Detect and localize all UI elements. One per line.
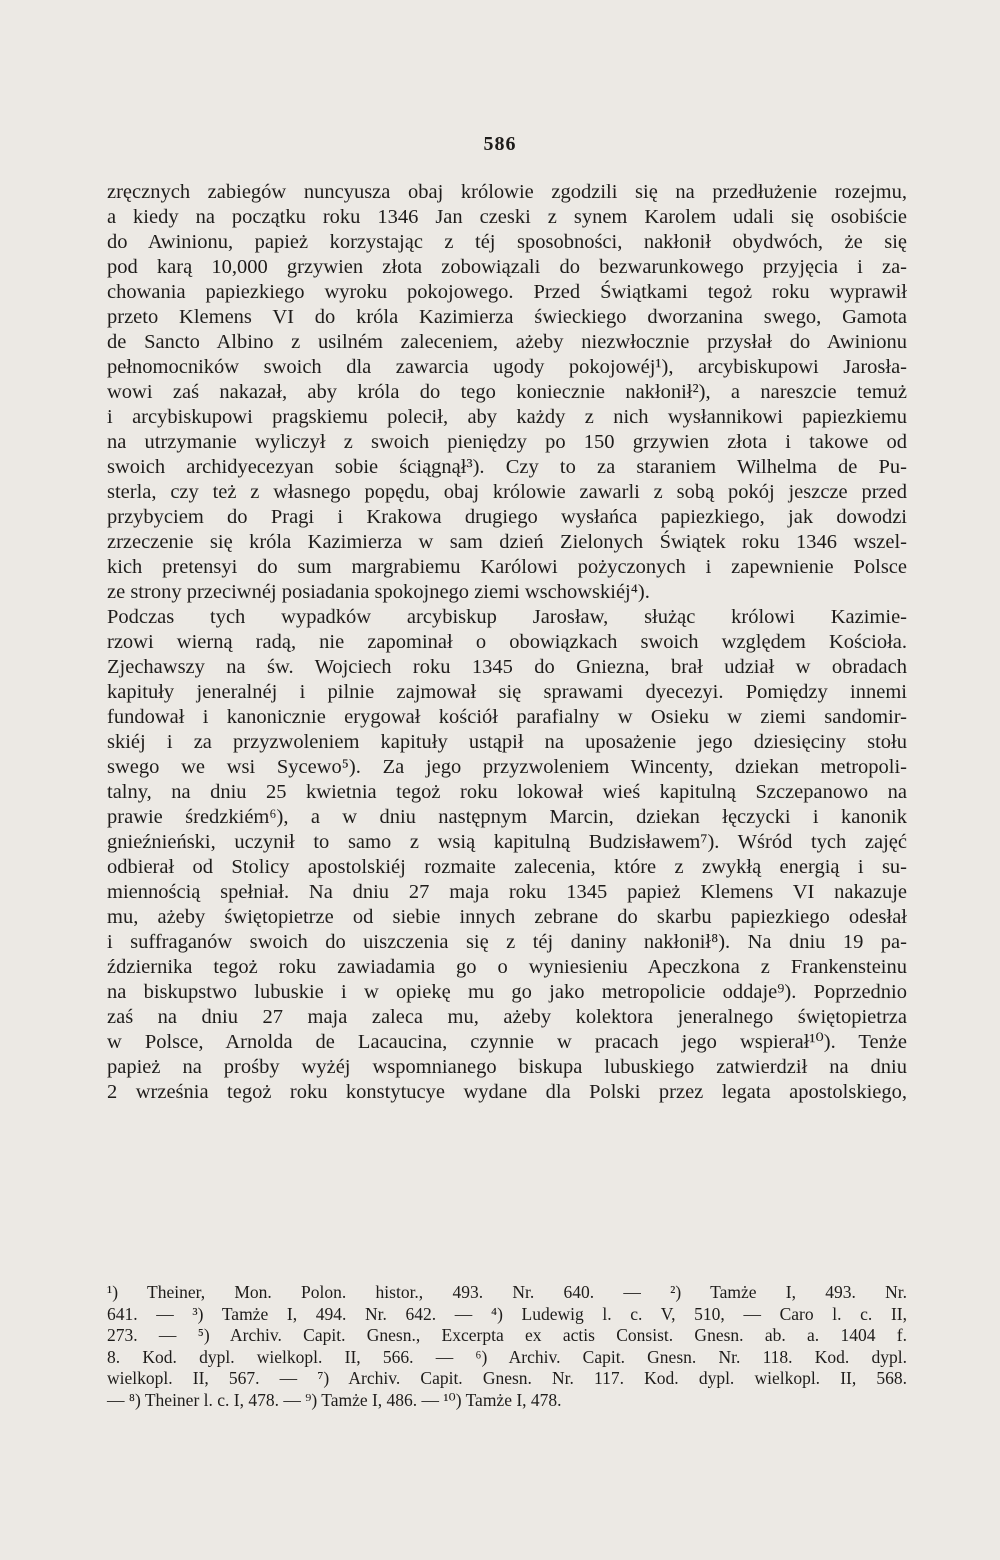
text-line: na biskupstwo lubuskie i w opiekę mu go jako metropolicie oddaje⁹). Poprzednio bbox=[107, 981, 907, 1003]
text-line: zręcznych zabiegów nuncyusza obaj królowie zgodzili się na przedłużenie rozejmu, bbox=[107, 181, 907, 203]
footnote-line: ¹) Theiner, Mon. Polon. histor., 493. Nr. 640. — ²) Tamże I, 493. Nr. bbox=[107, 1282, 907, 1302]
footnote-line: 8. Kod. dypl. wielkopl. II, 566. — ⁶) Archiv. Capit. Gnesn. Nr. 118. Kod. dypl. bbox=[107, 1346, 907, 1367]
text-line: gnieźnieński, uczynił to samo z wsią kapitulną Budzisławem⁷). Wśród tych zajęć bbox=[107, 831, 907, 853]
text-line: odbierał od Stolicy apostolskiéj rozmaite zalecenia, które z zwykłą energią i su- bbox=[107, 856, 907, 878]
text-line: kich pretensyi do sum margrabiemu Karólowi pożyczonych i zapewnienie Polsce bbox=[107, 556, 907, 578]
text-line: na utrzymanie wyliczył z swoich pieniędzy po 150 grzywien złota i takowe od bbox=[107, 431, 907, 453]
text-line: pełnomocników swoich dla zawarcia ugody pokojowéj¹), arcybiskupowi Jarosła- bbox=[107, 356, 907, 378]
footnotes bbox=[107, 1282, 907, 1411]
text-line: talny, na dniu 25 kwietnia tegoż roku lokował wieś kapitulną Szczepanowo na bbox=[107, 781, 907, 803]
text-line: pod karą 10,000 grzywien złota zobowiązali do bezwarunkowego przyjęcia i za- bbox=[107, 256, 907, 278]
text-line: do Awinionu, papież korzystając z téj sposobności, nakłonił obydwóch, że się bbox=[107, 231, 907, 253]
text-line: ze strony przeciwnéj posiadania spokojnego ziemi wschowskiéj⁴). bbox=[107, 581, 650, 603]
text-line: fundował i kanonicznie erygował kościół parafialny w Osieku w ziemi sandomir- bbox=[107, 706, 907, 728]
text-line: zaś na dniu 27 maja zaleca mu, ażeby kolektora jeneralnego świętopietrza bbox=[107, 1006, 907, 1028]
text-line: rzowi wierną radą, nie zapominał o obowiązkach swoich względem Kościoła. bbox=[107, 631, 907, 653]
text-line: mu, ażeby świętopietrze od siebie innych zebrane do skarbu papiezkiego odesłał bbox=[107, 906, 907, 928]
text-line: swego we wsi Sycewo⁵). Za jego przyzwoleniem Wincenty, dziekan metropoli- bbox=[107, 756, 907, 778]
text-line: prawie średzkiém⁶), a w dniu następnym Marcin, dziekan łęczycki i kanonik bbox=[107, 806, 907, 828]
page-number: 586 bbox=[483, 133, 517, 155]
text-line: przeto Klemens VI do króla Kazimierza świeckiego dworzanina swego, Gamota bbox=[107, 306, 907, 328]
text-line: skiéj i za przyzwoleniem kapituły ustąpił na uposażenie jego dziesięciny stołu bbox=[107, 731, 907, 753]
text-line: i arcybiskupowi pragskiemu polecił, aby każdy z nich wysłannikowi papiezkiemu bbox=[107, 406, 907, 428]
text-line: wowi zaś nakazał, aby króla do tego koniecznie nakłonił²), a nareszcie temuż bbox=[107, 381, 907, 403]
text-line: przybyciem do Pragi i Krakowa drugiego wysłańca papiezkiego, jak dowodzi bbox=[107, 506, 907, 528]
main-text bbox=[107, 180, 907, 1105]
text-line: 2 września tegoż roku konstytucye wydane dla Polski przez legata apostolskiego, bbox=[107, 1081, 907, 1103]
text-line: swoich archidyecezyan sobie ściągnął³). Czy to za staraniem Wilhelma de Pu- bbox=[107, 456, 907, 478]
text-line: a kiedy na początku roku 1346 Jan czeski z synem Karolem udali się osobiście bbox=[107, 206, 907, 228]
footnote-line: 273. — ⁵) Archiv. Capit. Gnesn., Excerpta ex actis Consist. Gnesn. ab. a. 1404 f. bbox=[107, 1325, 907, 1345]
text-line: Podczas tych wypadków arcybiskup Jarosław, służąc królowi Kazimie- bbox=[107, 606, 907, 628]
text-line: miennością spełniał. Na dniu 27 maja roku 1345 papież Klemens VI nakazuje bbox=[107, 881, 907, 903]
text-line: zrzeczenie się króla Kazimierza w sam dzień Zielonych Świątek roku 1346 wszel- bbox=[107, 531, 907, 553]
text-line: papież na prośby wyżéj wspomnianego biskupa lubuskiego zatwierdził na dniu bbox=[107, 1056, 907, 1078]
text-line: kapituły jeneralnéj i pilnie zajmował się sprawami dyecezyi. Pomiędzy innemi bbox=[107, 681, 907, 703]
text-line: de Sancto Albino z usilném zaleceniem, ażeby niezwłocznie przysłał do Awinionu bbox=[107, 331, 907, 353]
text-line: sterla, czy też z własnego popędu, obaj królowie zawarli z sobą pokój jeszcze przed bbox=[107, 481, 907, 503]
text-line: Zjechawszy na św. Wojciech roku 1345 do Gniezna, brał udział w obradach bbox=[107, 656, 907, 678]
footnote-line: — ⁸) Theiner l. c. I, 478. — ⁹) Tamże I, 486. — ¹⁰) Tamże I, 478. bbox=[107, 1389, 562, 1410]
text-line: chowania papiezkiego wyroku pokojowego. Przed Świątkami tegoż roku wyprawił bbox=[107, 281, 907, 303]
text-line: ździernika tegoż roku zawiadamia go o wyniesieniu Apeczkona z Frankensteinu bbox=[107, 956, 907, 978]
footnote-line: wielkopl. II, 567. — ⁷) Archiv. Capit. Gnesn. Nr. 117. Kod. dypl. wielkopl. II, 568. bbox=[107, 1368, 907, 1388]
footnote-line: 641. — ³) Tamże I, 494. Nr. 642. — ⁴) Ludewig l. c. V, 510, — Caro l. c. II, bbox=[107, 1303, 907, 1324]
text-line: w Polsce, Arnolda de Lacaucina, czynnie w pracach jego wspierał¹⁰). Tenże bbox=[107, 1031, 907, 1053]
text-line: i suffraganów swoich do uiszczenia się z téj daniny nakłonił⁸). Na dniu 19 pa- bbox=[107, 931, 907, 953]
